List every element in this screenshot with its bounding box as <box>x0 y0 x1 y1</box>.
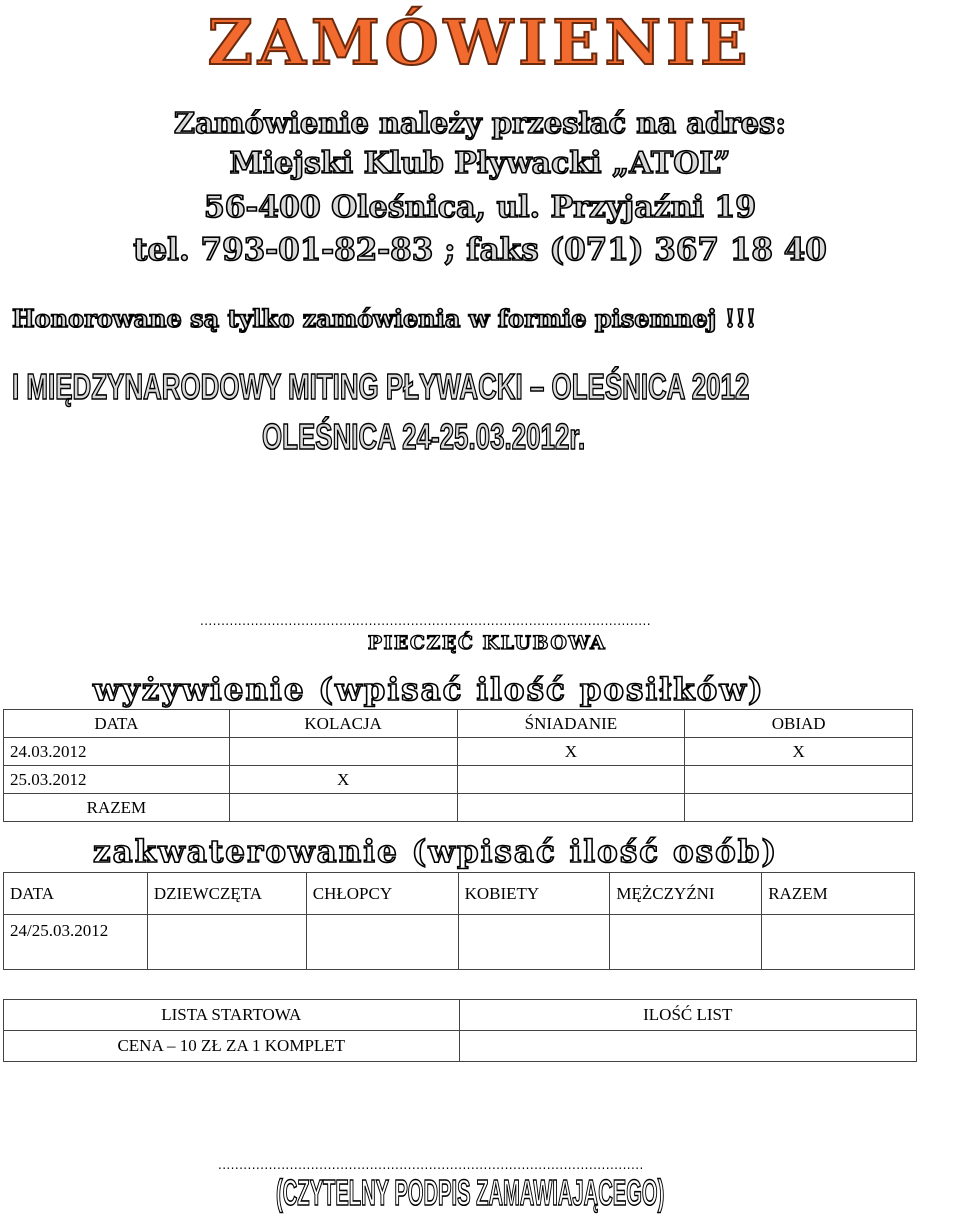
lodging-col-men: MĘŻCZYŹNI <box>610 873 762 915</box>
lodging-table <box>3 872 915 970</box>
meals-col-date: DATA <box>4 710 230 738</box>
meals-cell[interactable] <box>457 794 685 822</box>
address-intro: Zamówienie należy przesłać na adres: <box>173 106 787 140</box>
table-row <box>4 766 913 794</box>
meals-col-breakfast: ŚNIADANIE <box>457 710 685 738</box>
lodging-col-women: KOBIETY <box>458 873 610 915</box>
meals-cell[interactable]: X <box>229 766 457 794</box>
meeting-name: I MIĘDZYNARODOWY MITING PŁYWACKI – OLEŚNICA 2012 <box>12 366 750 407</box>
written-orders-notice: Honorowane są tylko zamówienia w formie pisemnej !!! <box>12 304 757 333</box>
startlist-count-label: ILOŚĆ LIST <box>459 1000 916 1031</box>
meals-cell[interactable]: X <box>685 738 913 766</box>
startlist-label: LISTA STARTOWA <box>4 1000 460 1031</box>
lodging-cell[interactable] <box>762 915 915 970</box>
lodging-cell[interactable] <box>147 915 306 970</box>
lodging-col-date: DATA <box>4 873 148 915</box>
table-row <box>4 1000 917 1031</box>
meals-heading: wyżywienie (wpisać ilość posiłków) <box>93 672 765 708</box>
startlist-price: CENA – 10 ZŁ ZA 1 KOMPLET <box>4 1031 460 1062</box>
address-club: Miejski Klub Pływacki „ATOL” <box>229 146 731 181</box>
address-phone: tel. 793-01-82-83 ; faks (071) 367 18 40 <box>133 232 827 268</box>
meals-table <box>3 709 913 822</box>
form-title: ZAMÓWIENIE <box>207 6 753 79</box>
meals-cell[interactable] <box>229 794 457 822</box>
meals-cell[interactable] <box>685 794 913 822</box>
startlist-table <box>3 999 917 1062</box>
lodging-header-row <box>4 873 915 915</box>
table-row <box>4 1031 917 1062</box>
meals-total-label: RAZEM <box>4 794 230 822</box>
meeting-date: OLEŚNICA 24-25.03.2012r. <box>262 416 586 457</box>
stamp-line: ........................................................................................................... <box>200 614 651 628</box>
meals-col-lunch: OBIAD <box>685 710 913 738</box>
lodging-cell[interactable] <box>306 915 458 970</box>
meals-cell[interactable] <box>685 766 913 794</box>
meals-date-cell: 25.03.2012 <box>4 766 230 794</box>
stamp-label: PIECZĘĆ KLUBOWA <box>367 632 607 654</box>
signature-line: ..................................................................................................... <box>218 1158 644 1172</box>
lodging-col-boys: CHŁOPCY <box>306 873 458 915</box>
lodging-cell[interactable] <box>610 915 762 970</box>
table-row <box>4 915 915 970</box>
table-row <box>4 794 913 822</box>
lodging-heading: zakwaterowanie (wpisać ilość osób) <box>93 834 779 870</box>
address-street: 56-400 Oleśnica, ul. Przyjaźni 19 <box>203 190 757 225</box>
meals-cell[interactable]: X <box>457 738 685 766</box>
meals-cell[interactable] <box>229 738 457 766</box>
lodging-date-cell: 24/25.03.2012 <box>4 915 148 970</box>
lodging-col-girls: DZIEWCZĘTA <box>147 873 306 915</box>
signature-label: (CZYTELNY PODPIS ZAMAWIAJĄCEGO) <box>276 1172 665 1213</box>
lodging-cell[interactable] <box>458 915 610 970</box>
table-row <box>4 738 913 766</box>
meals-date-cell: 24.03.2012 <box>4 738 230 766</box>
meals-header-row <box>4 710 913 738</box>
startlist-count-cell[interactable] <box>459 1031 916 1062</box>
meals-col-supper: KOLACJA <box>229 710 457 738</box>
lodging-col-total: RAZEM <box>762 873 915 915</box>
meals-cell[interactable] <box>457 766 685 794</box>
